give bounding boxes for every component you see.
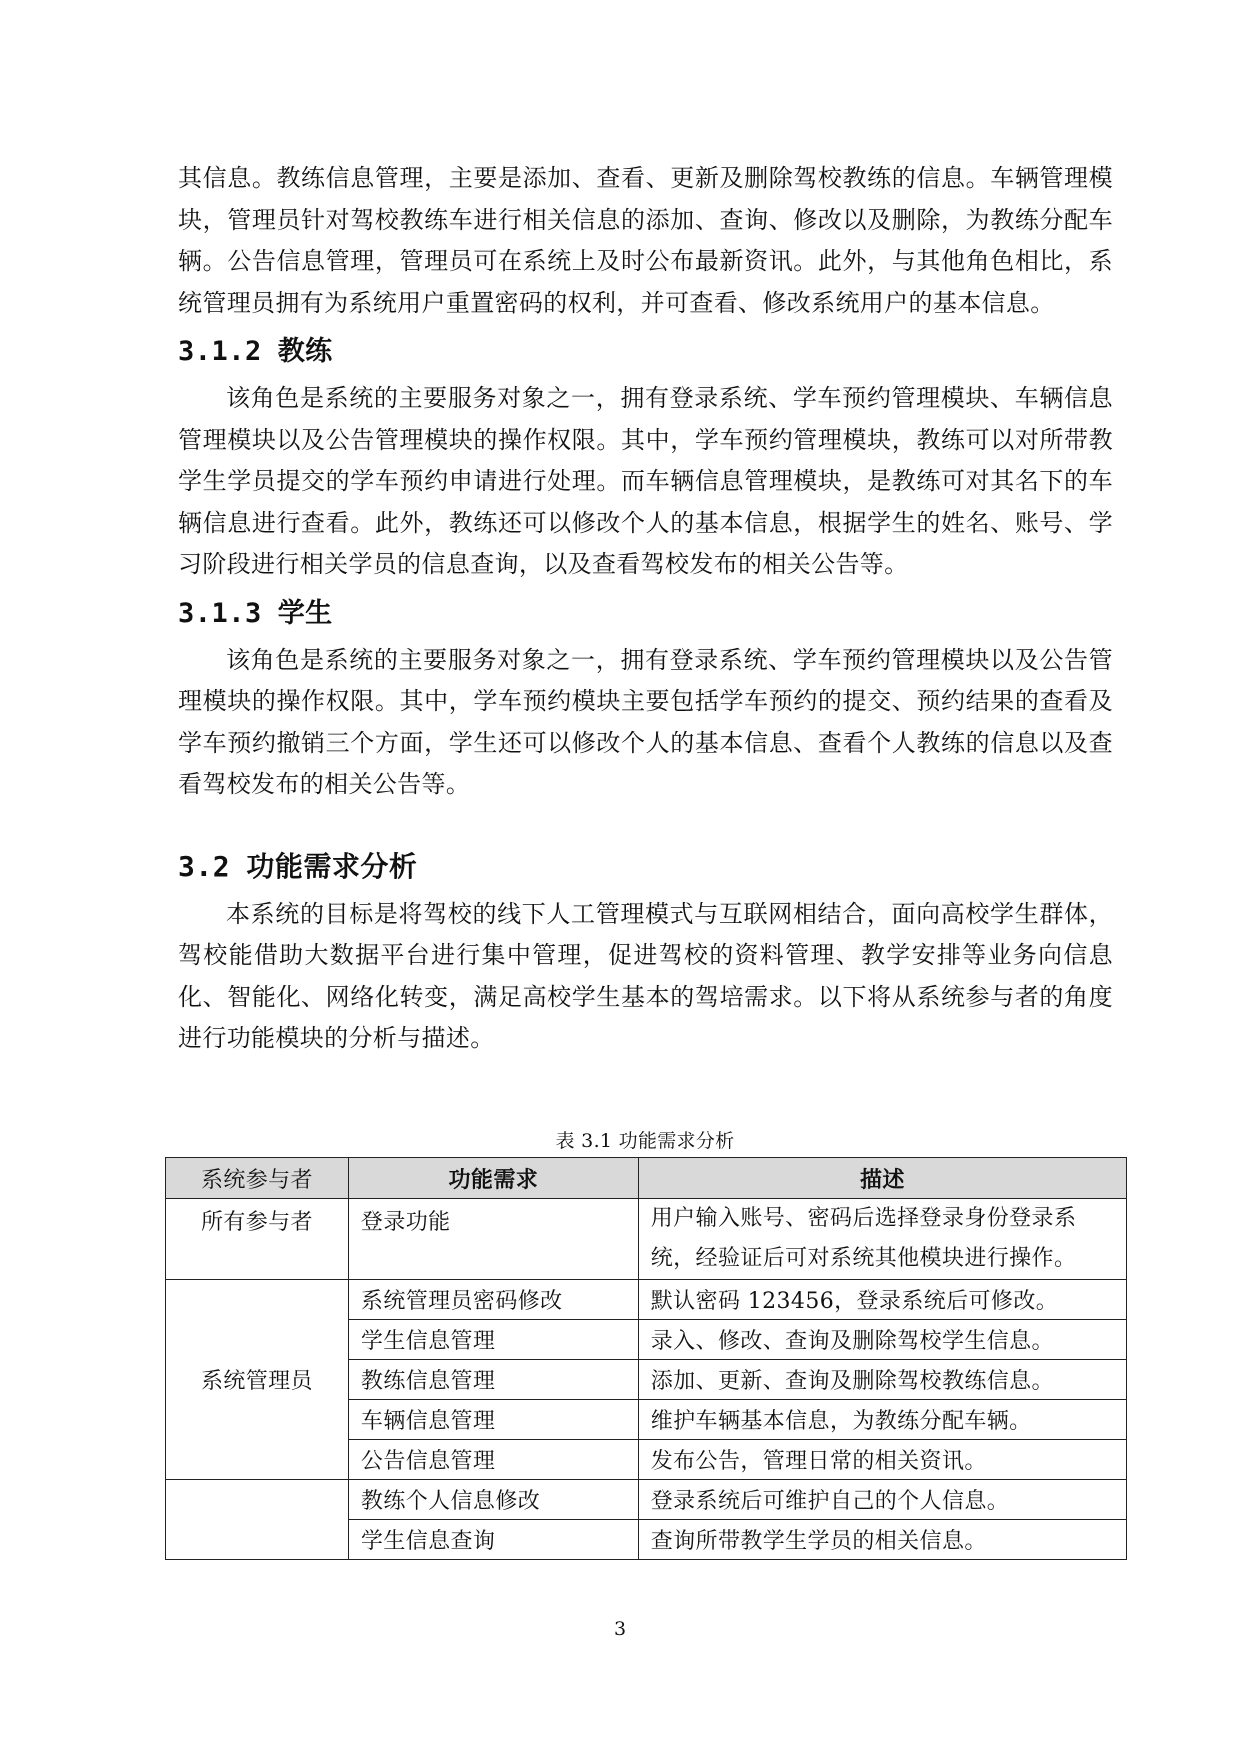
section-title: 教练 — [277, 336, 333, 367]
requirements-paragraph: 本系统的目标是将驾校的线下人工管理模式与互联网相结合，面向高校学生群体，驾校能借助大数据平台进行集中管理，促进驾校的资料管理、教学安排等业务向信息化、智能化、网络化转变，满足高校学生基本的驾培需求。以下将从系统参与者的角度进行功能模块的分析与描述。 — [178, 899, 1113, 1052]
table-row — [166, 1199, 1127, 1280]
function-cell: 车辆信息管理 — [348, 1400, 638, 1440]
table-row — [166, 1480, 1127, 1520]
description-cell: 添加、更新、查询及删除驾校教练信息。 — [638, 1360, 1126, 1400]
section-number: 3.1.2 — [178, 336, 262, 367]
header-function: 功能需求 — [348, 1158, 638, 1199]
page-body — [178, 158, 1113, 1060]
section-heading-coach — [178, 332, 1113, 372]
section-heading-requirements — [178, 846, 1113, 888]
description-cell: 维护车辆基本信息，为教练分配车辆。 — [638, 1400, 1126, 1440]
function-cell: 系统管理员密码修改 — [348, 1280, 638, 1320]
requirements-table — [165, 1157, 1127, 1560]
section-number: 3.1.3 — [178, 597, 262, 629]
coach-paragraph: 该角色是系统的主要服务对象之一，拥有登录系统、学车预约管理模块、车辆信息管理模块以及公告管理模块的操作权限。其中，学车预约管理模块，教练可以对所带教学生学员提交的学车预约申请进行处理。而车辆信息管理模块，是教练可对其名下的车辆信息进行查看。此外，教练还可以修改个人的基本信息，根据学生的姓名、账号、学习阶段进行相关学员的信息查询，以及查看驾校发布的相关公告等。 — [178, 384, 1113, 578]
role-cell: 系统管理员 — [166, 1280, 349, 1480]
function-cell: 教练信息管理 — [348, 1360, 638, 1400]
role-cell — [166, 1480, 349, 1560]
description-cell: 查询所带教学生学员的相关信息。 — [638, 1520, 1126, 1560]
section-title: 功能需求分析 — [246, 849, 418, 883]
description-cell: 录入、修改、查询及删除驾校学生信息。 — [638, 1320, 1126, 1360]
function-cell: 学生信息管理 — [348, 1320, 638, 1360]
table-row — [166, 1280, 1127, 1320]
intro-paragraph: 其信息。教练信息管理，主要是添加、查看、更新及删除驾校教练的信息。车辆管理模块，管理员针对驾校教练车进行相关信息的添加、查询、修改以及删除，为教练分配车辆。公告信息管理，管理员可在系统上及时公布最新资讯。此外，与其他角色相比，系统管理员拥有为系统用户重置密码的权利，并可查看、修改系统用户的基本信息。 — [178, 164, 1113, 317]
section-number: 3.2 — [178, 849, 231, 883]
description-cell: 用户输入账号、密码后选择登录身份登录系统，经验证后可对系统其他模块进行操作。 — [638, 1199, 1126, 1280]
header-description: 描述 — [638, 1158, 1126, 1199]
section-title: 学生 — [277, 597, 333, 629]
table-caption: 表 3.1 功能需求分析 — [555, 1130, 735, 1152]
page-number: 3 — [613, 1618, 627, 1640]
student-paragraph: 该角色是系统的主要服务对象之一，拥有登录系统、学车预约管理模块以及公告管理模块的操作权限。其中，学车预约模块主要包括学车预约的提交、预约结果的查看及学车预约撤销三个方面，学生还可以修改个人的基本信息、查看个人教练的信息以及查看驾校发布的相关公告等。 — [178, 645, 1113, 798]
function-cell: 公告信息管理 — [348, 1440, 638, 1480]
role-cell: 所有参与者 — [166, 1199, 349, 1280]
description-cell: 发布公告，管理日常的相关资讯。 — [638, 1440, 1126, 1480]
table-header-row — [166, 1158, 1127, 1199]
function-cell: 学生信息查询 — [348, 1520, 638, 1560]
section-heading-student — [178, 594, 1113, 634]
function-cell: 教练个人信息修改 — [348, 1480, 638, 1520]
description-cell: 默认密码 123456，登录系统后可修改。 — [638, 1280, 1126, 1320]
description-cell: 登录系统后可维护自己的个人信息。 — [638, 1480, 1126, 1520]
function-cell: 登录功能 — [348, 1199, 638, 1280]
header-participant: 系统参与者 — [166, 1158, 349, 1199]
